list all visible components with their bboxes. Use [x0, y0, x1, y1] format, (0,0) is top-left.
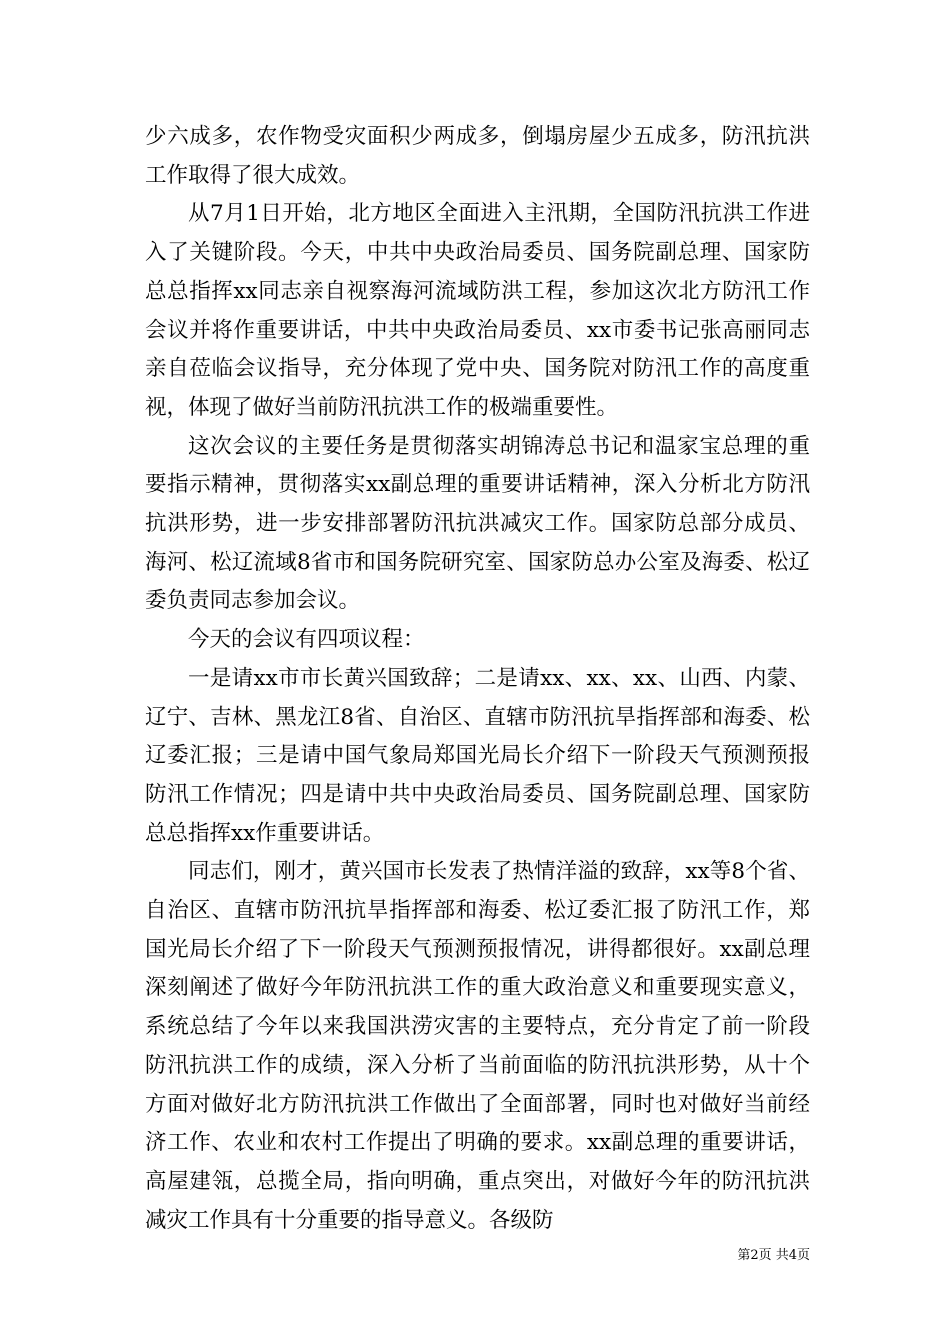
paragraph-4: 今天的会议有四项议程： [188, 627, 425, 653]
document-body [145, 118, 810, 1240]
page-number-footer: 第2页 共4页 [737, 1248, 810, 1263]
paragraph-1: 少六成多，农作物受灾面积少两成多，倒塌房屋少五成多，防汛抗洪工作取得了很大成效。 [145, 124, 810, 188]
paragraph-2: 从7月1日开始，北方地区全面进入主汛期，全国防汛抗洪工作进入了关键阶段。今天，中共中央政治局委员、国务院副总理、国家防总总指挥xx同志亲自视察海河流域防洪工程，参加这次北方防汛工作会议并将作重要讲话，中共中央政治局委员、xx市委书记张高丽同志亲自莅临会议指导，充分体现了党中央、国务院对防汛工作的高度重视，体现了做好当前防汛抗洪工作的极端重要性。 [145, 201, 810, 420]
paragraph-3: 这次会议的主要任务是贯彻落实胡锦涛总书记和温家宝总理的重要指示精神，贯彻落实xx副总理的重要讲话精神，深入分析北方防汛抗洪形势，进一步安排部署防汛抗洪减灾工作。国家防总部分成员、海河、松辽流域8省市和国务院研究室、国家防总办公室及海委、松辽委负责同志参加会议。 [145, 433, 810, 614]
paragraph-5: 一是请xx市市长黄兴国致辞；二是请xx、xx、xx、山西、内蒙、辽宁、吉林、黑龙江8省、自治区、直辖市防汛抗旱指挥部和海委、松辽委汇报；三是请中国气象局郑国光局长介绍下一阶段天气预测预报防汛工作情况；四是请中共中央政治局委员、国务院副总理、国家防总总指挥xx作重要讲话。 [145, 665, 810, 846]
paragraph-6: 同志们，刚才，黄兴国市长发表了热情洋溢的致辞，xx等8个省、自治区、直辖市防汛抗旱指挥部和海委、松辽委汇报了防汛工作，郑国光局长介绍了下一阶段天气预测预报情况，讲得都很好。xx副总理深刻阐述了做好今年防汛抗洪工作的重大政治意义和重要现实意义，系统总结了今年以来我国洪涝灾害的主要特点，充分肯定了前一阶段防汛抗洪工作的成绩，深入分析了当前面临的防汛抗洪形势，从十个方面对做好北方防汛抗洪工作做出了全面部署，同时也对做好当前经济工作、农业和农村工作提出了明确的要求。xx副总理的重要讲话，高屋建瓴，总揽全局，指向明确，重点突出，对做好今年的防汛抗洪减灾工作具有十分重要的指导意义。各级防 [145, 859, 810, 1233]
